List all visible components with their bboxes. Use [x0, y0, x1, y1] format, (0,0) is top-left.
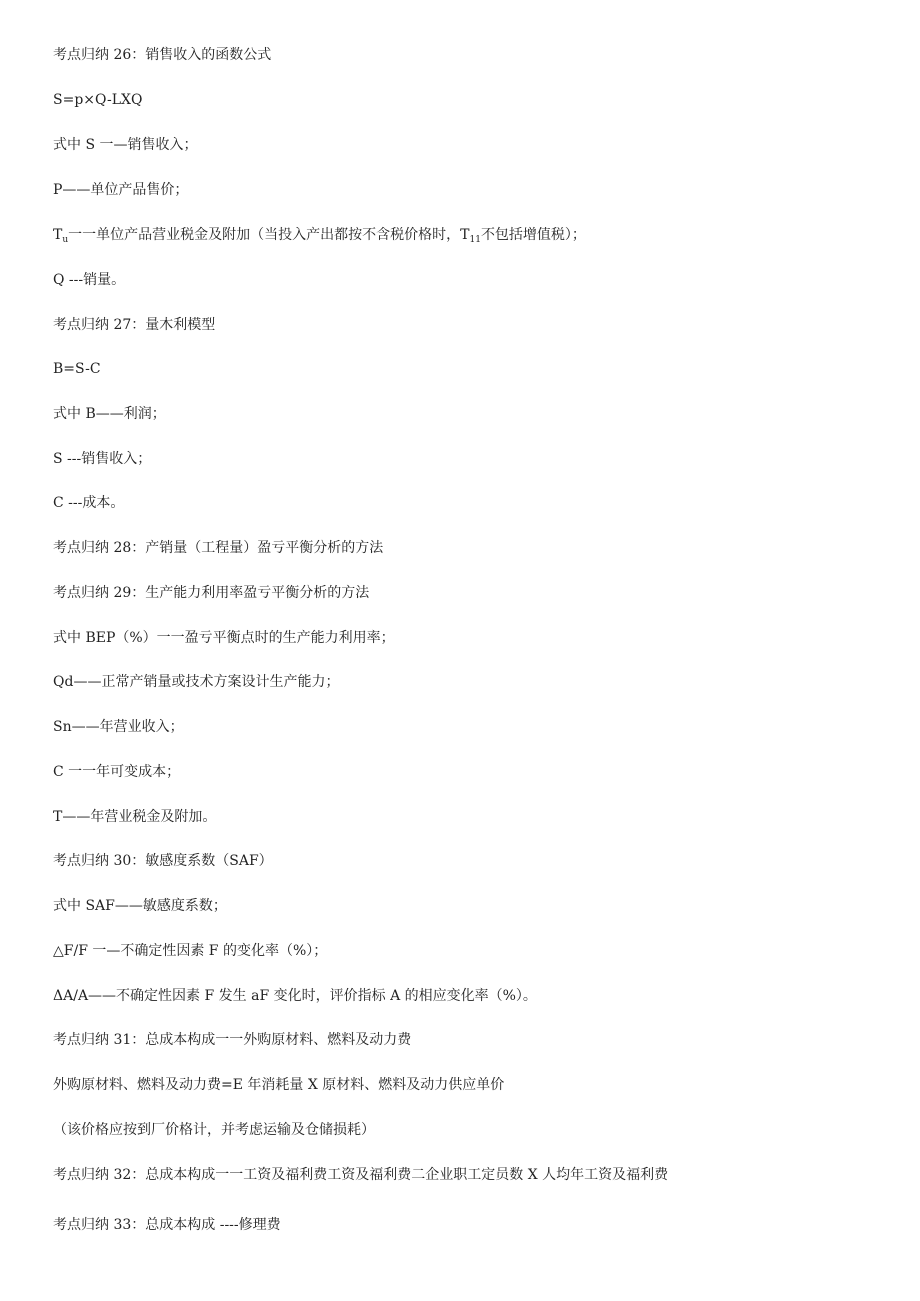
heading-26: 考点归纳 26：销售收入的函数公式: [53, 47, 272, 63]
tu-text: 一一单位产品营业税金及附加（当投入产出都按不含税价格时，: [68, 227, 461, 243]
definition-b: 式中 B——利润；: [53, 406, 166, 422]
formula-materials: 外购原材料、燃料及动力费=E 年消耗量 X 原材料、燃料及动力供应单价: [53, 1077, 505, 1093]
tu-symbol: T: [53, 227, 63, 243]
definition-c-variable: C 一一年可变成本；: [53, 764, 181, 780]
tu-subscript: u: [62, 235, 69, 245]
definition-bep: 式中 BEP（%）一一盈亏平衡点时的生产能力利用率；: [53, 630, 395, 646]
definition-saf: 式中 SAF——敏感度系数；: [53, 898, 227, 914]
heading-27: 考点归纳 27：量木利模型: [53, 317, 216, 333]
heading-32: 考点归纳 32：总成本构成一一工资及福利费工资及福利费二企业职工定员数 X 人均年工资及福利费: [53, 1167, 669, 1183]
t11-subscript: 11: [469, 235, 481, 245]
heading-29: 考点归纳 29：生产能力利用率盈亏平衡分析的方法: [53, 585, 370, 601]
definition-qd: Qd——正常产销量或技术方案设计生产能力；: [53, 674, 340, 690]
note-price: （该价格应按到厂价格计，并考虑运输及仓储损耗）: [53, 1122, 375, 1138]
heading-31: 考点归纳 31：总成本构成一一外购原材料、燃料及动力费: [53, 1032, 412, 1048]
definition-t: T——年营业税金及附加。: [53, 809, 217, 825]
heading-30: 考点归纳 30：敏感度系数（SAF）: [53, 853, 273, 869]
formula-sales: S=p×Q-LXQ: [53, 92, 143, 108]
definition-s-sales: S ---销售收入；: [53, 451, 152, 467]
t11-text: 不包括增值税）；: [480, 227, 586, 243]
definition-q: Q ---销量。: [53, 272, 126, 288]
definition-s: 式中 S 一—销售收入；: [53, 137, 198, 153]
definition-delta-a: ΔA/A——不确定性因素 F 发生 aF 变化时，评价指标 A 的相应变化率（%）。: [53, 988, 537, 1004]
definition-tu: [53, 226, 586, 244]
heading-33: 考点归纳 33：总成本构成 ----修理费: [53, 1217, 281, 1233]
heading-28: 考点归纳 28：产销量（工程量）盈亏平衡分析的方法: [53, 540, 384, 556]
definition-sn: Sn——年营业收入；: [53, 719, 184, 735]
definition-c-cost: C ---成本。: [53, 495, 125, 511]
definition-p: P——单位产品售价；: [53, 182, 189, 198]
definition-delta-f: △F/F 一—不确定性因素 F 的变化率（%）；: [53, 943, 328, 959]
formula-profit: B=S-C: [53, 361, 101, 377]
t11-symbol: T: [460, 227, 470, 243]
